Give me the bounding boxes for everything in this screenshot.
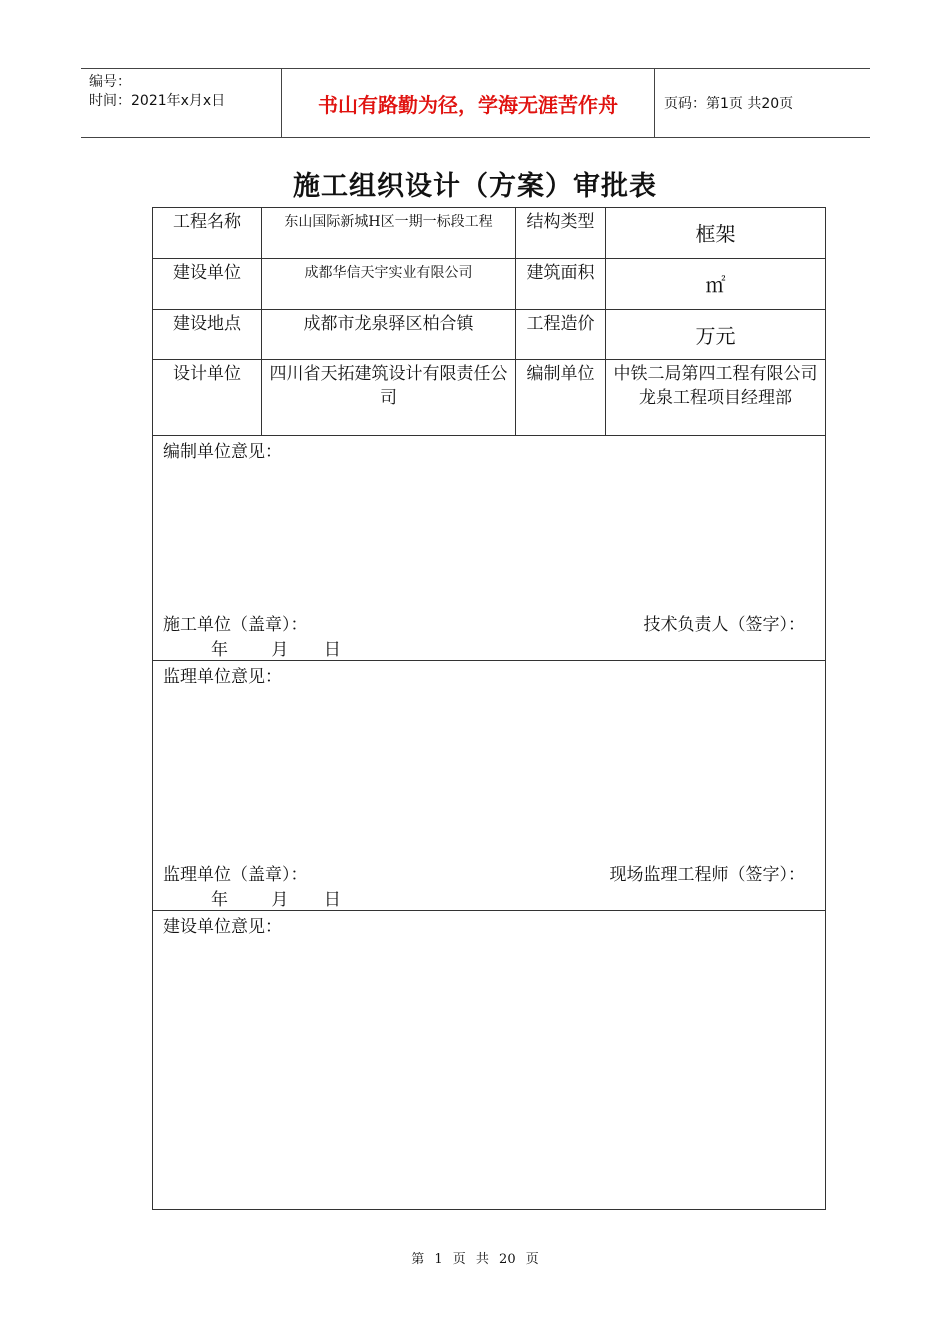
project-cost-value: 万元 (606, 310, 826, 360)
date-day: 日 (323, 640, 341, 660)
header-page-info: 页码：第1页 共20页 (664, 96, 794, 112)
project-cost-label: 工程造价 (516, 310, 606, 360)
header-motto: 书山有路勤为径，学海无涯苦作舟 (318, 92, 618, 117)
location-label: 建设地点 (153, 310, 262, 360)
page-footer: 第 1 页 共 20 页 (411, 1252, 539, 1267)
table-row (153, 360, 826, 436)
header-divider (654, 69, 655, 137)
tech-lead-signature-label: 技术负责人（签字）： (643, 615, 805, 635)
date-year: 年 (211, 640, 228, 660)
structure-type-value: 框架 (606, 208, 826, 259)
date-year: 年 (211, 890, 228, 910)
owner-opinion-section (153, 911, 826, 1210)
supervise-opinion-section (153, 661, 826, 911)
table-row (153, 310, 826, 360)
date-day: 日 (323, 890, 341, 910)
owner-opinion-title: 建设单位意见： (163, 917, 282, 937)
table-row (153, 911, 826, 1210)
date-month: 月 (271, 640, 289, 660)
building-area-label: 建筑面积 (516, 259, 606, 310)
form-title: 施工组织设计（方案）审批表 (293, 171, 657, 202)
compile-opinion-title: 编制单位意见： (163, 442, 282, 462)
compile-opinion-section (153, 436, 826, 661)
approval-form (152, 207, 826, 1210)
supervisor-seal-label: 监理单位（盖章）： (163, 865, 308, 885)
table-row (153, 259, 826, 310)
time-label: 时间：2021年x月x日 (89, 93, 226, 109)
design-unit-label: 设计单位 (153, 360, 262, 436)
table-row (153, 208, 826, 259)
project-name-label: 工程名称 (153, 208, 262, 259)
table-row (153, 661, 826, 911)
document-header (81, 68, 870, 138)
site-engineer-signature-label: 现场监理工程师（签字）： (609, 865, 805, 885)
owner-unit-label: 建设单位 (153, 259, 262, 310)
supervise-date-line (211, 888, 341, 912)
structure-type-label: 结构类型 (516, 208, 606, 259)
compile-unit-value: 中铁二局第四工程有限公司龙泉工程项目经理部 (606, 360, 826, 436)
design-unit-value: 四川省天拓建筑设计有限责任公司 (262, 360, 516, 436)
number-label: 编号： (89, 74, 131, 90)
building-area-value: ㎡ (606, 259, 826, 310)
project-name-value: 东山国际新城H区一期一标段工程 (262, 208, 516, 259)
construction-seal-label: 施工单位（盖章）： (163, 615, 308, 635)
location-value: 成都市龙泉驿区柏合镇 (262, 310, 516, 360)
compile-unit-label: 编制单位 (516, 360, 606, 436)
table-row (153, 436, 826, 661)
header-meta (89, 73, 225, 111)
date-month: 月 (271, 890, 289, 910)
owner-unit-value: 成都华信天宇实业有限公司 (262, 259, 516, 310)
supervise-opinion-title: 监理单位意见： (163, 667, 282, 687)
compile-date-line (211, 638, 341, 662)
